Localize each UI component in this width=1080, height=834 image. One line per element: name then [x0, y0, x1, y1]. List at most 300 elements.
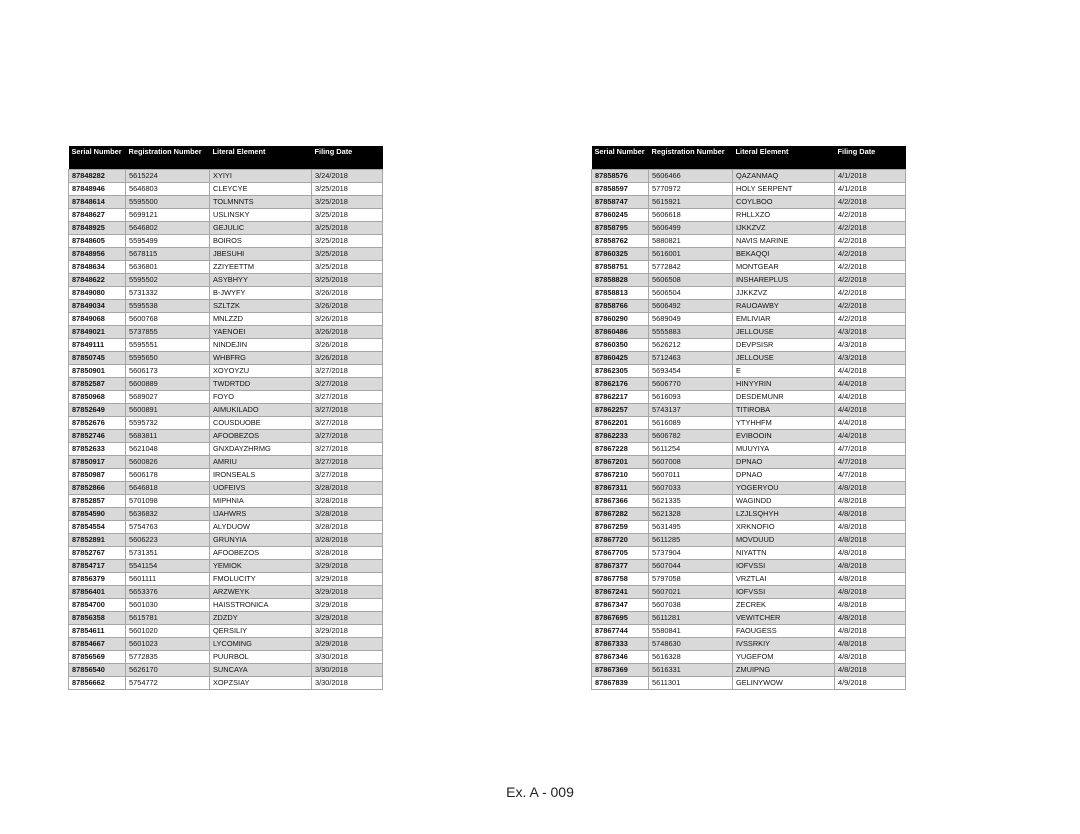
registration-number-cell: 5616001 — [649, 248, 733, 261]
serial-number-cell: 87867346 — [592, 651, 649, 664]
registration-number-cell: 5607044 — [649, 560, 733, 573]
literal-element-cell: FMOLUCITY — [210, 573, 312, 586]
filing-date-cell: 3/26/2018 — [312, 300, 383, 313]
filing-date-cell: 4/4/2018 — [835, 430, 906, 443]
registration-number-cell: 5626170 — [126, 664, 210, 677]
serial-number-cell: 87856358 — [69, 612, 126, 625]
registration-number-cell: 5615921 — [649, 196, 733, 209]
registration-number-cell: 5621048 — [126, 443, 210, 456]
filing-date-cell: 3/28/2018 — [312, 547, 383, 560]
literal-element-cell: DPNAO — [733, 469, 835, 482]
filing-date-cell: 4/4/2018 — [835, 391, 906, 404]
filing-date-cell: 4/2/2018 — [835, 248, 906, 261]
literal-element-cell: TITIROBA — [733, 404, 835, 417]
literal-element-cell: FAOUGESS — [733, 625, 835, 638]
table-row — [69, 482, 383, 495]
literal-element-cell: WAGINDD — [733, 495, 835, 508]
table-row — [592, 599, 906, 612]
serial-number-cell: 87854717 — [69, 560, 126, 573]
literal-element-cell: RAUOAWBY — [733, 300, 835, 313]
serial-number-cell: 87848925 — [69, 222, 126, 235]
table-row — [69, 235, 383, 248]
serial-number-cell: 87862217 — [592, 391, 649, 404]
registration-number-cell: 5555883 — [649, 326, 733, 339]
filing-date-cell: 3/28/2018 — [312, 495, 383, 508]
filing-date-cell: 4/8/2018 — [835, 534, 906, 547]
filing-date-cell: 3/26/2018 — [312, 339, 383, 352]
filing-date-cell: 3/28/2018 — [312, 508, 383, 521]
serial-number-cell: 87850917 — [69, 456, 126, 469]
literal-element-cell: TWDRTDD — [210, 378, 312, 391]
serial-number-cell: 87860325 — [592, 248, 649, 261]
serial-number-cell: 87867720 — [592, 534, 649, 547]
table-row — [69, 391, 383, 404]
table-row — [592, 456, 906, 469]
serial-number-cell: 87858813 — [592, 287, 649, 300]
filing-date-cell: 3/28/2018 — [312, 521, 383, 534]
literal-element-cell: GNXDAYZHRMG — [210, 443, 312, 456]
literal-element-cell: IJAHWRS — [210, 508, 312, 521]
serial-number-cell: 87856401 — [69, 586, 126, 599]
filing-date-cell: 3/25/2018 — [312, 248, 383, 261]
serial-number-cell: 87852767 — [69, 547, 126, 560]
literal-element-cell: TOLMNNTS — [210, 196, 312, 209]
table-row — [592, 209, 906, 222]
registration-number-cell: 5731332 — [126, 287, 210, 300]
table-row — [69, 586, 383, 599]
filing-date-cell: 4/7/2018 — [835, 469, 906, 482]
serial-number-cell: 87858795 — [592, 222, 649, 235]
literal-element-cell: AIMUKILADO — [210, 404, 312, 417]
literal-element-cell: LZJLSQHYH — [733, 508, 835, 521]
registration-number-cell: 5606782 — [649, 430, 733, 443]
literal-element-cell: HINYYRIN — [733, 378, 835, 391]
serial-number-cell: 87848956 — [69, 248, 126, 261]
serial-number-cell: 87862305 — [592, 365, 649, 378]
left-table — [68, 146, 383, 690]
table-row — [69, 625, 383, 638]
registration-number-cell: 5770972 — [649, 183, 733, 196]
registration-number-cell: 5600891 — [126, 404, 210, 417]
registration-number-cell: 5601030 — [126, 599, 210, 612]
literal-element-cell: E — [733, 365, 835, 378]
table-row — [69, 365, 383, 378]
registration-number-cell: 5646802 — [126, 222, 210, 235]
filing-date-cell: 3/27/2018 — [312, 443, 383, 456]
serial-number-cell: 87854611 — [69, 625, 126, 638]
literal-element-cell: BEKAQQI — [733, 248, 835, 261]
registration-number-cell: 5772842 — [649, 261, 733, 274]
registration-number-cell: 5607033 — [649, 482, 733, 495]
filing-date-cell: 3/27/2018 — [312, 430, 383, 443]
serial-number-cell: 87862201 — [592, 417, 649, 430]
serial-number-cell: 87852857 — [69, 495, 126, 508]
registration-number-cell: 5595732 — [126, 417, 210, 430]
literal-element-cell: ALYDUOW — [210, 521, 312, 534]
registration-number-cell: 5737904 — [649, 547, 733, 560]
filing-date-cell: 3/25/2018 — [312, 261, 383, 274]
serial-number-cell: 87860425 — [592, 352, 649, 365]
literal-element-cell: VRZTLAI — [733, 573, 835, 586]
table-row — [592, 274, 906, 287]
table-row — [69, 287, 383, 300]
table-row — [592, 547, 906, 560]
filing-date-cell: 4/2/2018 — [835, 222, 906, 235]
literal-element-cell: NIYATTN — [733, 547, 835, 560]
table-row — [592, 404, 906, 417]
serial-number-cell: 87858751 — [592, 261, 649, 274]
registration-number-cell: 5683811 — [126, 430, 210, 443]
registration-number-cell: 5616093 — [649, 391, 733, 404]
table-row — [69, 404, 383, 417]
serial-number-cell: 87848622 — [69, 274, 126, 287]
registration-number-cell: 5743137 — [649, 404, 733, 417]
literal-element-cell: VEWITCHER — [733, 612, 835, 625]
serial-number-cell: 87852866 — [69, 482, 126, 495]
filing-date-cell: 3/25/2018 — [312, 183, 383, 196]
table-row — [592, 326, 906, 339]
serial-number-cell: 87860486 — [592, 326, 649, 339]
literal-element-cell: MUUYIYA — [733, 443, 835, 456]
table-row — [592, 677, 906, 690]
serial-number-cell: 87867282 — [592, 508, 649, 521]
literal-element-cell: ZDZDY — [210, 612, 312, 625]
serial-number-cell: 87854590 — [69, 508, 126, 521]
page-footer: Ex. A - 009 — [506, 784, 574, 800]
table-row — [592, 261, 906, 274]
table-row — [592, 417, 906, 430]
table-row — [69, 547, 383, 560]
serial-number-cell: 87867228 — [592, 443, 649, 456]
table-row — [592, 586, 906, 599]
filing-date-cell: 4/3/2018 — [835, 352, 906, 365]
serial-number-cell: 87858597 — [592, 183, 649, 196]
filing-date-cell: 3/25/2018 — [312, 222, 383, 235]
table-row — [592, 521, 906, 534]
literal-element-cell: FOYO — [210, 391, 312, 404]
table-row — [69, 573, 383, 586]
serial-number-cell: 87850745 — [69, 352, 126, 365]
literal-element-cell: EMLIVIAR — [733, 313, 835, 326]
filing-date-cell: 4/2/2018 — [835, 287, 906, 300]
serial-number-cell: 87854667 — [69, 638, 126, 651]
table-row — [69, 417, 383, 430]
table-row — [69, 222, 383, 235]
header-row — [592, 146, 906, 170]
serial-number-cell: 87848282 — [69, 170, 126, 183]
registration-number-cell: 5541154 — [126, 560, 210, 573]
filing-date-cell: 3/29/2018 — [312, 625, 383, 638]
filing-date-cell: 3/27/2018 — [312, 378, 383, 391]
filing-date-cell: 4/8/2018 — [835, 638, 906, 651]
table-row — [69, 638, 383, 651]
literal-element-cell: YEMIOK — [210, 560, 312, 573]
table-row — [592, 651, 906, 664]
registration-number-cell: 5606504 — [649, 287, 733, 300]
registration-number-cell: 5601023 — [126, 638, 210, 651]
filing-date-cell: 4/1/2018 — [835, 183, 906, 196]
header-literal-element: Literal Element — [733, 146, 835, 170]
registration-number-cell: 5606466 — [649, 170, 733, 183]
serial-number-cell: 87862176 — [592, 378, 649, 391]
literal-element-cell: AFOOBEZOS — [210, 547, 312, 560]
table-row — [69, 352, 383, 365]
registration-number-cell: 5606223 — [126, 534, 210, 547]
serial-number-cell: 87849080 — [69, 287, 126, 300]
registration-number-cell: 5616328 — [649, 651, 733, 664]
serial-number-cell: 87854700 — [69, 599, 126, 612]
serial-number-cell: 87867210 — [592, 469, 649, 482]
filing-date-cell: 4/2/2018 — [835, 209, 906, 222]
filing-date-cell: 4/2/2018 — [835, 196, 906, 209]
registration-number-cell: 5754772 — [126, 677, 210, 690]
filing-date-cell: 4/8/2018 — [835, 599, 906, 612]
serial-number-cell: 87858828 — [592, 274, 649, 287]
filing-date-cell: 4/8/2018 — [835, 612, 906, 625]
registration-number-cell: 5595500 — [126, 196, 210, 209]
filing-date-cell: 3/26/2018 — [312, 313, 383, 326]
filing-date-cell: 3/27/2018 — [312, 456, 383, 469]
registration-number-cell: 5653376 — [126, 586, 210, 599]
serial-number-cell: 87862257 — [592, 404, 649, 417]
filing-date-cell: 4/8/2018 — [835, 625, 906, 638]
serial-number-cell: 87848614 — [69, 196, 126, 209]
registration-number-cell: 5631495 — [649, 521, 733, 534]
filing-date-cell: 3/30/2018 — [312, 651, 383, 664]
header-literal-element: Literal Element — [210, 146, 312, 170]
filing-date-cell: 3/26/2018 — [312, 287, 383, 300]
table-row — [69, 469, 383, 482]
table-row — [69, 651, 383, 664]
filing-date-cell: 4/8/2018 — [835, 547, 906, 560]
table-row — [69, 326, 383, 339]
serial-number-cell: 87867201 — [592, 456, 649, 469]
literal-element-cell: QERSILIY — [210, 625, 312, 638]
serial-number-cell: 87867259 — [592, 521, 649, 534]
filing-date-cell: 4/8/2018 — [835, 521, 906, 534]
table-row — [592, 365, 906, 378]
serial-number-cell: 87867839 — [592, 677, 649, 690]
serial-number-cell: 87867241 — [592, 586, 649, 599]
serial-number-cell: 87849034 — [69, 300, 126, 313]
filing-date-cell: 3/27/2018 — [312, 391, 383, 404]
registration-number-cell: 5607008 — [649, 456, 733, 469]
registration-number-cell: 5646818 — [126, 482, 210, 495]
serial-number-cell: 87849111 — [69, 339, 126, 352]
literal-element-cell: IVSSRKIY — [733, 638, 835, 651]
table-row — [592, 469, 906, 482]
registration-number-cell: 5606178 — [126, 469, 210, 482]
filing-date-cell: 4/2/2018 — [835, 235, 906, 248]
registration-number-cell: 5626212 — [649, 339, 733, 352]
registration-number-cell: 5600768 — [126, 313, 210, 326]
table-row — [592, 612, 906, 625]
literal-element-cell: JELLOUSE — [733, 326, 835, 339]
filing-date-cell: 4/3/2018 — [835, 326, 906, 339]
literal-element-cell: DEVPSISR — [733, 339, 835, 352]
filing-date-cell: 4/4/2018 — [835, 378, 906, 391]
table-row — [69, 196, 383, 209]
registration-number-cell: 5606618 — [649, 209, 733, 222]
literal-element-cell: XYIYI — [210, 170, 312, 183]
registration-number-cell: 5595538 — [126, 300, 210, 313]
table-row — [69, 534, 383, 547]
filing-date-cell: 4/8/2018 — [835, 573, 906, 586]
table-row — [69, 339, 383, 352]
table-row — [592, 534, 906, 547]
serial-number-cell: 87849021 — [69, 326, 126, 339]
registration-number-cell: 5595499 — [126, 235, 210, 248]
filing-date-cell: 3/29/2018 — [312, 638, 383, 651]
filing-date-cell: 4/3/2018 — [835, 339, 906, 352]
header-filing-date: Filing Date — [312, 146, 383, 170]
literal-element-cell: WHBFRG — [210, 352, 312, 365]
registration-number-cell: 5600889 — [126, 378, 210, 391]
registration-number-cell: 5611254 — [649, 443, 733, 456]
registration-number-cell: 5880821 — [649, 235, 733, 248]
table-row — [592, 625, 906, 638]
table-row — [69, 560, 383, 573]
table-row — [592, 378, 906, 391]
table-row — [69, 495, 383, 508]
filing-date-cell: 4/8/2018 — [835, 560, 906, 573]
filing-date-cell: 3/28/2018 — [312, 534, 383, 547]
table-row — [592, 430, 906, 443]
filing-date-cell: 4/8/2018 — [835, 482, 906, 495]
literal-element-cell: PUURBOL — [210, 651, 312, 664]
table-row — [69, 430, 383, 443]
registration-number-cell: 5636832 — [126, 508, 210, 521]
literal-element-cell: BOIROS — [210, 235, 312, 248]
registration-number-cell: 5689027 — [126, 391, 210, 404]
header-row — [69, 146, 383, 170]
table-row — [592, 495, 906, 508]
registration-number-cell: 5754763 — [126, 521, 210, 534]
filing-date-cell: 3/24/2018 — [312, 170, 383, 183]
serial-number-cell: 87848627 — [69, 209, 126, 222]
header-registration-number: Registration Number — [126, 146, 210, 170]
table-row — [69, 261, 383, 274]
literal-element-cell: ZZIYEETTM — [210, 261, 312, 274]
literal-element-cell: YTYHHFM — [733, 417, 835, 430]
literal-element-cell: IOFVSSI — [733, 560, 835, 573]
filing-date-cell: 4/2/2018 — [835, 274, 906, 287]
literal-element-cell: XOPZSIAY — [210, 677, 312, 690]
filing-date-cell: 3/25/2018 — [312, 274, 383, 287]
literal-element-cell: RHLLXZO — [733, 209, 835, 222]
serial-number-cell: 87867347 — [592, 599, 649, 612]
registration-number-cell: 5748630 — [649, 638, 733, 651]
literal-element-cell: IJKKZVZ — [733, 222, 835, 235]
registration-number-cell: 5606173 — [126, 365, 210, 378]
registration-number-cell: 5601020 — [126, 625, 210, 638]
registration-number-cell: 5611285 — [649, 534, 733, 547]
literal-element-cell: MNLZZD — [210, 313, 312, 326]
serial-number-cell: 87867695 — [592, 612, 649, 625]
filing-date-cell: 3/30/2018 — [312, 677, 383, 690]
registration-number-cell: 5772835 — [126, 651, 210, 664]
literal-element-cell: YAENOEI — [210, 326, 312, 339]
serial-number-cell: 87860290 — [592, 313, 649, 326]
filing-date-cell: 3/29/2018 — [312, 560, 383, 573]
filing-date-cell: 4/8/2018 — [835, 664, 906, 677]
literal-element-cell: USLINSKY — [210, 209, 312, 222]
table-row — [69, 378, 383, 391]
literal-element-cell: ARZWEYK — [210, 586, 312, 599]
table-row — [69, 183, 383, 196]
literal-element-cell: GEJULIC — [210, 222, 312, 235]
serial-number-cell: 87867377 — [592, 560, 649, 573]
literal-element-cell: DPNAO — [733, 456, 835, 469]
literal-element-cell: HOLY SERPENT — [733, 183, 835, 196]
serial-number-cell: 87862233 — [592, 430, 649, 443]
serial-number-cell: 87867744 — [592, 625, 649, 638]
registration-number-cell: 5600826 — [126, 456, 210, 469]
serial-number-cell: 87852746 — [69, 430, 126, 443]
literal-element-cell: GELINYWOW — [733, 677, 835, 690]
table-row — [69, 274, 383, 287]
table-row — [592, 248, 906, 261]
filing-date-cell: 3/29/2018 — [312, 612, 383, 625]
literal-element-cell: LYCOMING — [210, 638, 312, 651]
registration-number-cell: 5601111 — [126, 573, 210, 586]
serial-number-cell: 87848634 — [69, 261, 126, 274]
literal-element-cell: JELLOUSE — [733, 352, 835, 365]
registration-number-cell: 5621328 — [649, 508, 733, 521]
serial-number-cell: 87860245 — [592, 209, 649, 222]
right-table — [591, 146, 906, 690]
filing-date-cell: 3/25/2018 — [312, 196, 383, 209]
table-row — [69, 508, 383, 521]
header-filing-date: Filing Date — [835, 146, 906, 170]
filing-date-cell: 4/8/2018 — [835, 586, 906, 599]
literal-element-cell: MIPHNIA — [210, 495, 312, 508]
serial-number-cell: 87848946 — [69, 183, 126, 196]
table-row — [592, 235, 906, 248]
serial-number-cell: 87852891 — [69, 534, 126, 547]
serial-number-cell: 87856540 — [69, 664, 126, 677]
literal-element-cell: AFOOBEZOS — [210, 430, 312, 443]
table-row — [592, 300, 906, 313]
literal-element-cell: SZLTZK — [210, 300, 312, 313]
table-row — [69, 456, 383, 469]
table-row — [592, 391, 906, 404]
literal-element-cell: COUSDUOBE — [210, 417, 312, 430]
filing-date-cell: 3/29/2018 — [312, 573, 383, 586]
table-row — [592, 352, 906, 365]
filing-date-cell: 4/2/2018 — [835, 261, 906, 274]
literal-element-cell: UOFEIVS — [210, 482, 312, 495]
literal-element-cell: JBESUHI — [210, 248, 312, 261]
filing-date-cell: 3/26/2018 — [312, 326, 383, 339]
registration-number-cell: 5606499 — [649, 222, 733, 235]
registration-number-cell: 5607021 — [649, 586, 733, 599]
registration-number-cell: 5712463 — [649, 352, 733, 365]
filing-date-cell: 3/29/2018 — [312, 586, 383, 599]
literal-element-cell: YUGEFOM — [733, 651, 835, 664]
table-row — [592, 508, 906, 521]
literal-element-cell: NINDEJIN — [210, 339, 312, 352]
literal-element-cell: COYLBOO — [733, 196, 835, 209]
table-row — [592, 196, 906, 209]
serial-number-cell: 87856379 — [69, 573, 126, 586]
serial-number-cell: 87850901 — [69, 365, 126, 378]
filing-date-cell: 4/4/2018 — [835, 365, 906, 378]
table-row — [69, 209, 383, 222]
filing-date-cell: 4/7/2018 — [835, 443, 906, 456]
literal-element-cell: DESDEMUNR — [733, 391, 835, 404]
table-row — [69, 599, 383, 612]
